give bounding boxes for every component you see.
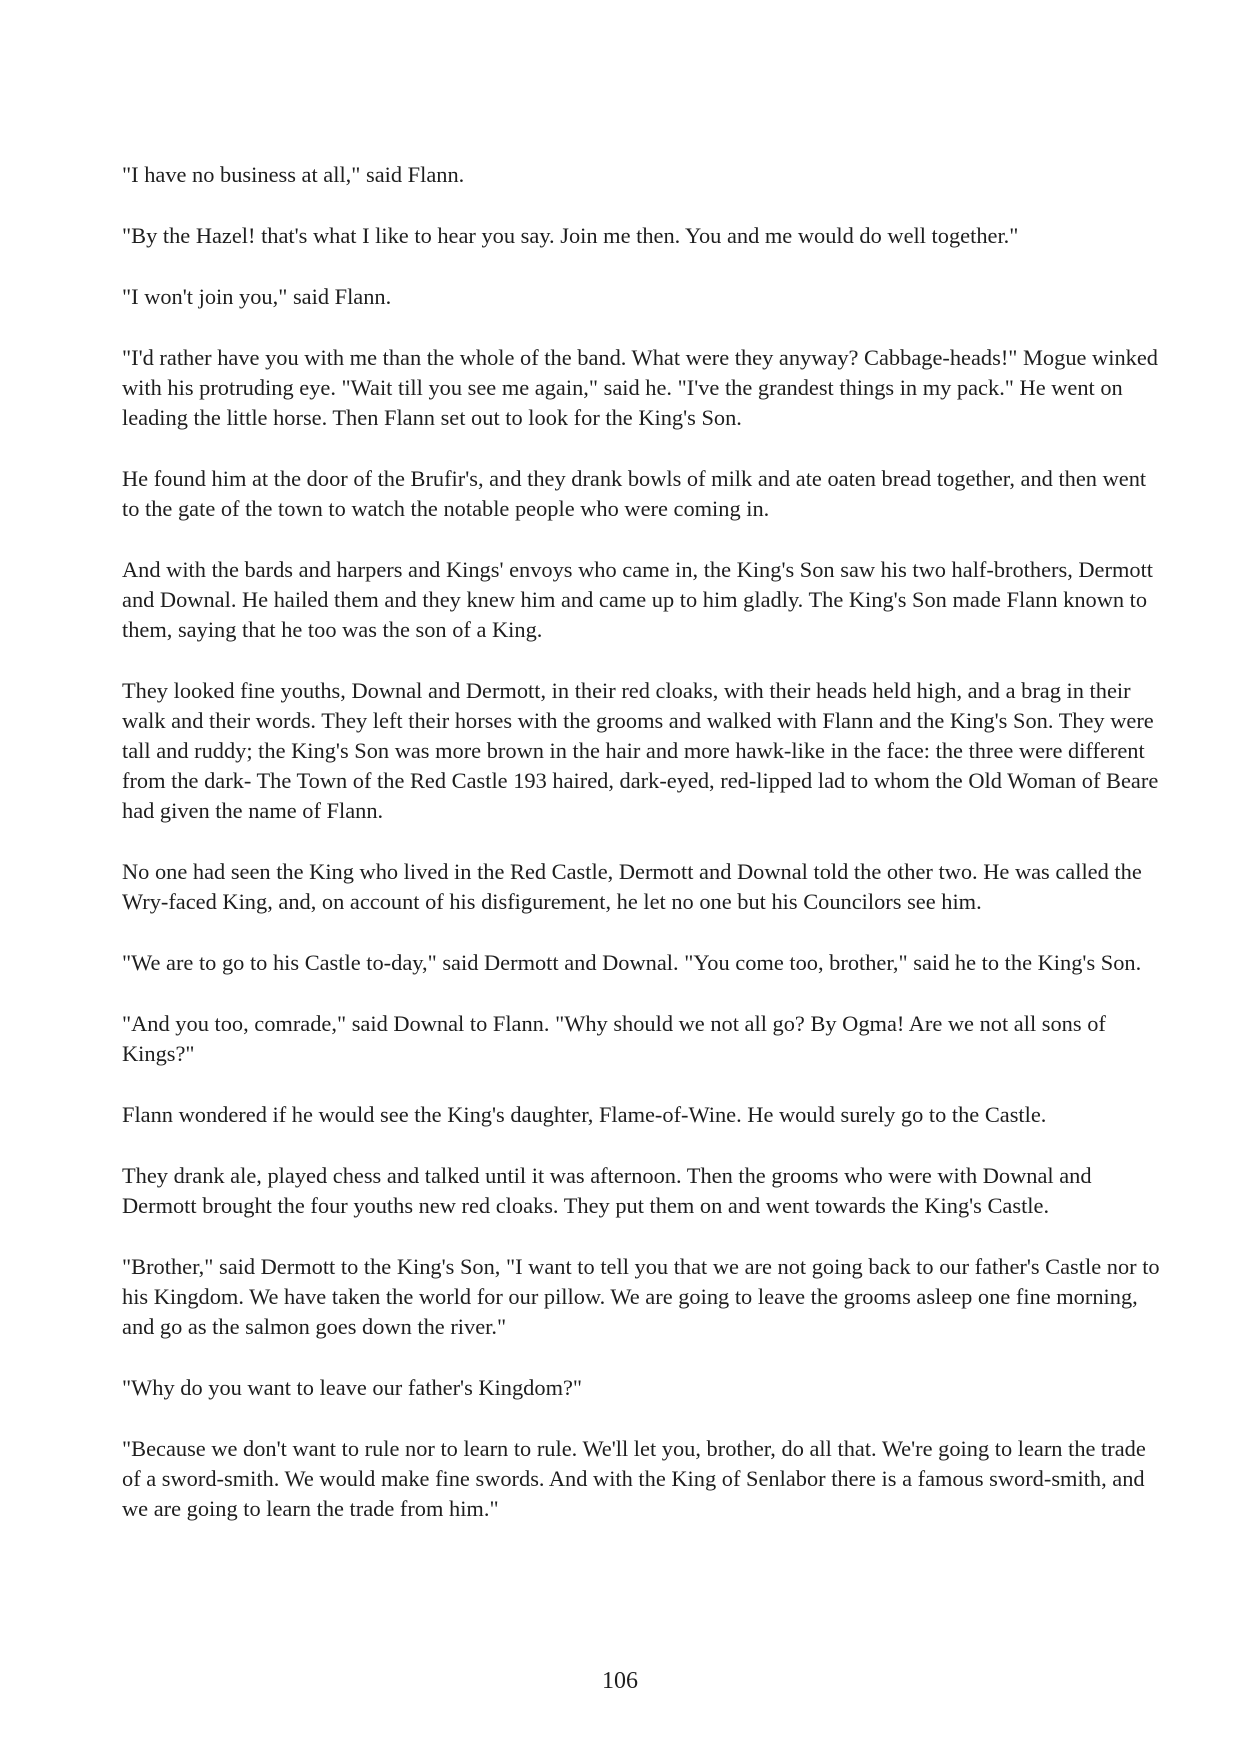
paragraph-9: "We are to go to his Castle to-day," said Dermott and Downal. "You come too, brother," said he to the King's Son. xyxy=(122,950,1142,975)
paragraph-6: And with the bards and harpers and Kings' envoys who came in, the King's Son saw his two half-brothers, Dermott and Downal. He hailed them and they knew him and came up to him gladly. The King's Son made Flann known to them, saying that he too was the son of a King. xyxy=(122,557,1154,642)
paragraph-2: "By the Hazel! that's what I like to hear you say. Join me then. You and me would do well together." xyxy=(122,223,1019,248)
paragraph-4: "I'd rather have you with me than the whole of the band. What were they anyway? Cabbage-heads!" Mogue winked with his protruding eye. "Wait till you see me again," said he. "I've the grandest things in my pack." He went on leading the little horse. Then Flann set out to look for the King's Son. xyxy=(122,345,1158,430)
page-body xyxy=(122,160,1162,1555)
paragraph-13: "Brother," said Dermott to the King's Son, "I want to tell you that we are not going back to our father's Castle nor to his Kingdom. We have taken the world for our pillow. We are going to leave the grooms asleep one fine morning, and go as the salmon goes down the river." xyxy=(122,1254,1160,1339)
paragraph-12: They drank ale, played chess and talked until it was afternoon. Then the grooms who were with Downal and Dermott brought the four youths new red cloaks. They put them on and went towards the King's Castle. xyxy=(122,1163,1092,1218)
paragraph-7: They looked fine youths, Downal and Dermott, in their red cloaks, with their heads held high, and a brag in their walk and their words. They left their horses with the grooms and walked with Flann and the King's Son. They were tall and ruddy; the King's Son was more brown in the hair and more hawk-like in the face: the three were different from the dark- The Town of the Red Castle 193 haired, dark-eyed, red-lipped lad to whom the Old Woman of Beare had given the name of Flann. xyxy=(122,678,1159,823)
paragraph-5: He found him at the door of the Brufir's, and they drank bowls of milk and ate oaten bread together, and then went to the gate of the town to watch the notable people who were coming in. xyxy=(122,466,1147,521)
paragraph-1: "I have no business at all," said Flann. xyxy=(122,162,465,187)
page-number: 106 xyxy=(602,1668,638,1694)
paragraph-10: "And you too, comrade," said Downal to Flann. "Why should we not all go? By Ogma! Are we not all sons of Kings?" xyxy=(122,1011,1106,1066)
paragraph-11: Flann wondered if he would see the King's daughter, Flame-of-Wine. He would surely go to the Castle. xyxy=(122,1102,1047,1127)
paragraph-3: "I won't join you," said Flann. xyxy=(122,284,392,309)
paragraph-15: "Because we don't want to rule nor to learn to rule. We'll let you, brother, do all that. We're going to learn the trade of a sword-smith. We would make fine swords. And with the King of Senlabor there is a famous sword-smith, and we are going to learn the trade from him." xyxy=(122,1436,1146,1521)
paragraph-14: "Why do you want to leave our father's Kingdom?" xyxy=(122,1375,583,1400)
paragraph-8: No one had seen the King who lived in the Red Castle, Dermott and Downal told the other two. He was called the Wry-faced King, and, on account of his disfigurement, he let no one but his Councilors see him. xyxy=(122,859,1142,914)
